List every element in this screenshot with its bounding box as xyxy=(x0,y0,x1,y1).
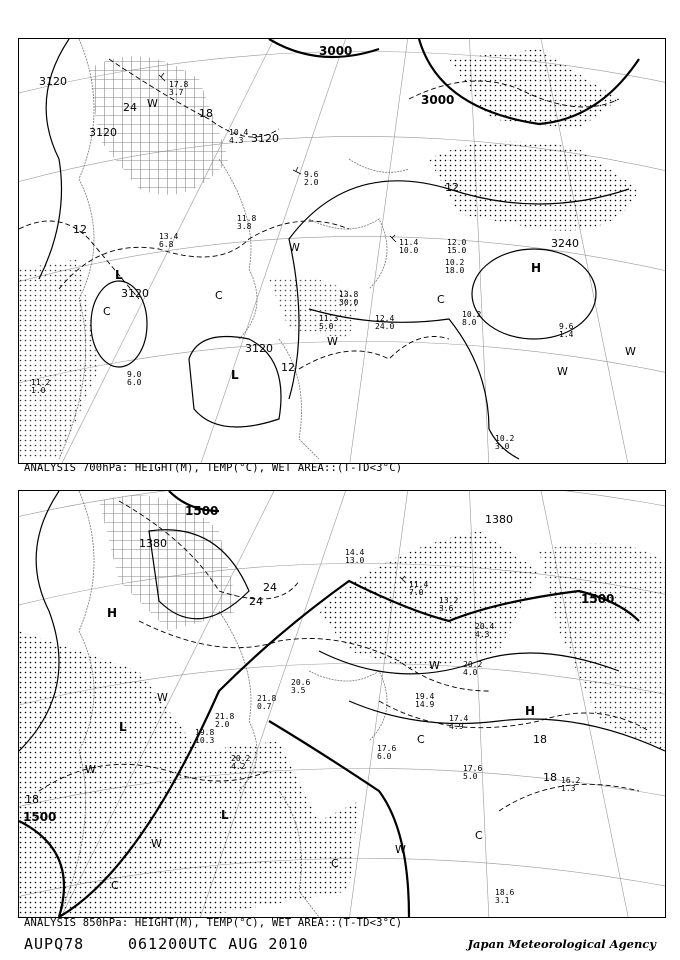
low-center: L xyxy=(119,720,127,734)
high-center: H xyxy=(107,606,118,620)
cold-center: C xyxy=(103,305,111,318)
analysis-map-700hpa xyxy=(18,38,666,464)
cold-center: C xyxy=(215,289,223,302)
cold-center: C xyxy=(475,829,483,842)
temp-label: 18 xyxy=(543,771,557,784)
wet-area-stippling xyxy=(19,495,665,917)
temp-label: 24 xyxy=(263,581,277,594)
warm-center: W xyxy=(157,691,168,704)
low-center: L xyxy=(231,368,239,382)
station-dewpoint-depression: 3.5 xyxy=(291,686,306,695)
station-plot xyxy=(463,660,482,677)
station-plot xyxy=(127,370,142,387)
station-dewpoint-depression: 3.1 xyxy=(495,896,510,905)
high-center: H xyxy=(525,704,536,718)
station-temp: 20.6 xyxy=(291,678,311,687)
station-temp: 11.2 xyxy=(31,378,51,387)
height-label: 3120 xyxy=(121,287,149,300)
height-label: 1500 xyxy=(23,810,57,824)
station-temp: 16.2 xyxy=(561,776,581,785)
warm-center: W xyxy=(85,763,96,776)
station-temp: 17.6 xyxy=(463,764,483,773)
station-temp: 10.2 xyxy=(495,434,515,443)
station-plot xyxy=(291,678,310,695)
station-dewpoint-depression: 6.0 xyxy=(377,752,392,761)
station-plot xyxy=(561,776,580,793)
warm-center: W xyxy=(289,241,300,254)
warm-center: W xyxy=(395,843,406,856)
station-temp: 19.8 xyxy=(195,728,215,737)
warm-center: W xyxy=(327,335,338,348)
temp-label: 18 xyxy=(533,733,547,746)
station-dewpoint-depression: 5.0 xyxy=(463,772,478,781)
station-temp: 10.4 xyxy=(229,128,249,137)
station-dewpoint-depression: 4.3 xyxy=(475,630,490,639)
station-plot xyxy=(495,434,514,451)
station-plot xyxy=(345,548,364,565)
caption-700hpa: ANALYSIS 700hPa: HEIGHT(M), TEMP(°C), WET AREA::(T-TD<3°C) xyxy=(24,462,403,474)
warm-center: W xyxy=(625,345,636,358)
station-plot xyxy=(377,744,396,761)
station-temp: 11.4 xyxy=(409,580,429,589)
station-dewpoint-depression: 10.3 xyxy=(195,736,215,745)
station-plot xyxy=(559,322,574,339)
station-temp: 13.8 xyxy=(339,290,359,299)
station-temp: 19.4 xyxy=(415,692,435,701)
station-dewpoint-depression: 5.0 xyxy=(319,322,334,331)
analysis-map-850hpa xyxy=(18,490,666,918)
station-dewpoint-depression: 3.0 xyxy=(495,442,510,451)
station-temp: 20.2 xyxy=(231,754,251,763)
station-dewpoint-depression: 2.0 xyxy=(215,720,230,729)
station-plot xyxy=(237,214,256,231)
map-850hpa-canvas xyxy=(19,491,665,917)
station-plot xyxy=(257,694,276,711)
low-center: L xyxy=(221,808,229,822)
station-temp: 12.4 xyxy=(375,314,395,323)
cold-center: C xyxy=(417,733,425,746)
station-temp: 12.0 xyxy=(447,238,467,247)
station-plot xyxy=(390,235,418,255)
station-temp: 17.8 xyxy=(169,80,189,89)
height-label: 1500 xyxy=(581,592,615,606)
station-temp: 21.8 xyxy=(215,712,235,721)
height-label: 3120 xyxy=(89,126,117,139)
temp-label: 18 xyxy=(25,793,39,806)
station-dewpoint-depression: 3.8 xyxy=(237,222,252,231)
temp-label: 12 xyxy=(73,223,87,236)
warm-center: W xyxy=(147,97,158,110)
station-dewpoint-depression: 4.3 xyxy=(229,136,244,145)
high-center: H xyxy=(531,261,542,275)
low-center: L xyxy=(115,268,123,282)
station-plot xyxy=(375,314,394,331)
station-plot xyxy=(159,232,178,249)
station-temp: 17.6 xyxy=(377,744,397,753)
temp-label: 24 xyxy=(249,595,263,608)
station-temp: 10.2 xyxy=(445,258,465,267)
height-label: 1380 xyxy=(139,537,167,550)
warm-center: W xyxy=(151,837,162,850)
station-temp: 11.3 xyxy=(319,314,339,323)
height-label: 3120 xyxy=(251,132,279,145)
station-plot xyxy=(445,258,464,275)
station-dewpoint-depression: 6.0 xyxy=(127,378,142,387)
temp-label: 12 xyxy=(445,181,459,194)
station-plot xyxy=(449,714,468,731)
height-label: 3240 xyxy=(551,237,579,250)
station-dewpoint-depression: 4.9 xyxy=(449,722,464,731)
chart-id: AUPQ78 xyxy=(24,935,85,953)
station-plot xyxy=(462,310,481,327)
station-temp: 21.8 xyxy=(257,694,277,703)
station-dewpoint-depression: 8.0 xyxy=(462,318,477,327)
warm-center: W xyxy=(429,659,440,672)
height-label: 1500 xyxy=(185,504,219,518)
station-dewpoint-depression: 0.7 xyxy=(257,702,272,711)
station-temp: 13.4 xyxy=(159,232,179,241)
agency-name: Japan Meteorological Agency xyxy=(467,937,656,951)
height-label: 3120 xyxy=(245,342,273,355)
station-dewpoint-depression: 2.0 xyxy=(304,178,319,187)
cold-center: C xyxy=(111,879,119,892)
station-dewpoint-depression: 3.6 xyxy=(439,604,454,613)
station-dewpoint-depression: 13.0 xyxy=(345,556,365,565)
station-temp: 17.4 xyxy=(449,714,469,723)
station-plot xyxy=(339,290,358,307)
wet-area-stippling xyxy=(19,49,639,459)
station-dewpoint-depression: 1.0 xyxy=(31,386,46,395)
station-plot xyxy=(463,764,482,781)
station-plot xyxy=(229,128,248,145)
station-plot xyxy=(195,728,214,745)
map-700hpa-canvas xyxy=(19,39,665,463)
station-dewpoint-depression: 1.3 xyxy=(561,784,576,793)
caption-850hpa: ANALYSIS 850hPa: HEIGHT(M), TEMP(°C), WET AREA::(T-TD<3°C) xyxy=(24,917,403,929)
station-dewpoint-depression: 1.4 xyxy=(559,330,574,339)
station-dewpoint-depression: 4.0 xyxy=(463,668,478,677)
station-temp: 13.2 xyxy=(439,596,459,605)
warm-center: W xyxy=(557,365,568,378)
station-temp: 14.4 xyxy=(345,548,365,557)
station-plot xyxy=(415,692,434,709)
station-temp: 9.0 xyxy=(127,370,142,379)
station-dewpoint-depression: 6.8 xyxy=(159,240,174,249)
height-label: 3120 xyxy=(39,75,67,88)
station-temp: 11.4 xyxy=(399,238,419,247)
station-plot xyxy=(447,238,466,255)
station-temp: 10.2 xyxy=(462,310,482,319)
temp-label: 18 xyxy=(199,107,213,120)
station-plot xyxy=(215,712,234,729)
station-temp: 9.6 xyxy=(559,322,574,331)
station-dewpoint-depression: 15.0 xyxy=(447,246,467,255)
temp-label: 24 xyxy=(123,101,137,114)
station-plot xyxy=(495,888,514,905)
station-temp: 20.2 xyxy=(463,660,483,669)
cold-center: C xyxy=(437,293,445,306)
cold-center: C xyxy=(331,857,339,870)
station-dewpoint-depression: 18.0 xyxy=(445,266,465,275)
station-dewpoint-depression: 4.2 xyxy=(231,762,246,771)
station-plot xyxy=(293,167,319,187)
station-dewpoint-depression: 10.0 xyxy=(399,246,419,255)
height-label: 3000 xyxy=(319,44,353,58)
height-label: 3000 xyxy=(421,93,455,107)
station-temp: 9.6 xyxy=(304,170,319,179)
station-dewpoint-depression: 30.0 xyxy=(339,298,359,307)
station-dewpoint-depression: 24.0 xyxy=(375,322,395,331)
station-dewpoint-depression: 3.7 xyxy=(169,88,184,97)
station-temp: 18.6 xyxy=(495,888,515,897)
height-label: 1380 xyxy=(485,513,513,526)
issued-time: 061200UTC AUG 2010 xyxy=(128,935,309,953)
station-temp: 20.4 xyxy=(475,622,495,631)
station-dewpoint-depression: 14.9 xyxy=(415,700,435,709)
temp-label: 12 xyxy=(281,361,295,374)
station-temp: 11.8 xyxy=(237,214,257,223)
station-dewpoint-depression: 7.0 xyxy=(409,588,424,597)
